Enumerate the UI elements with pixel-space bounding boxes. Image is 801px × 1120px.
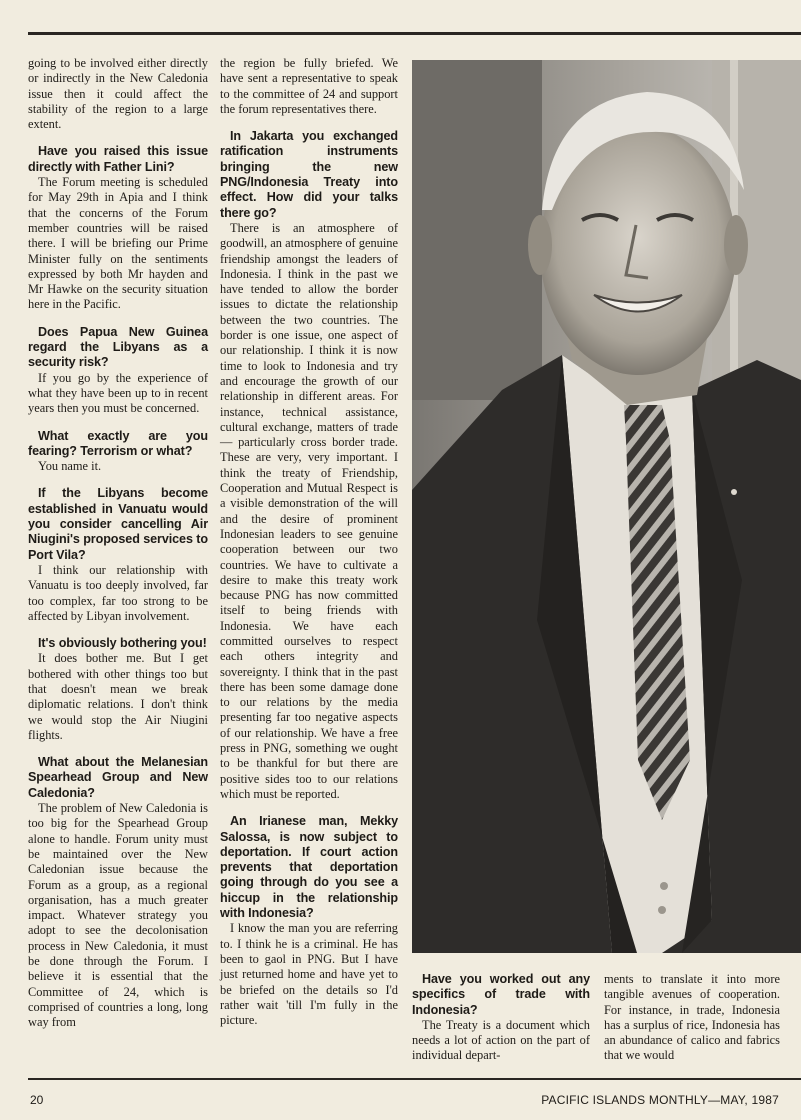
answer: There is an atmosphere of goodwill, an atmosphere of genuine friendship amongst the leaders of Indonesia. I think in the past we have tended to allow the border issues to dictate the relationship between the two countries. The border is one issue, one aspect of our relationship. I think it is now time to look to Indonesia and try and encourage the growth of our relationship in different areas. For instance, technical assistance, cultural exchange, matters of trade — particularly cross border trade. These are very, very important. I think the treaty of Friendship, Cooperation and Mutual Respect is a visible demonstration of the will and the desire of prominent Indonesian leaders to see genuine cooperation between our two countries. We have to cultivate a desire to make this treaty work because PNG has now committed itself to being friends with Indonesia. We have each committed ourselves to respect each others integrity and sovereignty. I think that in the past there has been some damage done to our relations by the media presenting far too negative aspects of our relationship. We have a free press in PNG, something we ought to be thankful for but there are positive sides too to our relations which must be reported. <box>220 220 398 801</box>
question: What about the Melanesian Spearhead Group and New Caledonia? <box>28 755 208 800</box>
portrait-photo <box>412 60 801 953</box>
question: In Jakarta you exchanged ratification instruments bringing the new PNG/Indonesia Treaty into effect. How did your talks there go? <box>220 129 398 220</box>
answer: The problem of New Caledonia is too big for the Spearhead Group alone to handle. Forum unity must be maintained over the New Caledonian issue because the Forum as a group, as a regional organisation, has a much greater impact. Whatever strategy you adopt to see the decolonisation process in New Caledonia, it must be done through the Forum. I believe it is essential that the Committee of 24, which is comprised of countries a long, long way from <box>28 801 208 1030</box>
answer: It does bother me. But I get bothered with other things too but that doesn't mean we break diplomatic relations. I don't think we would stop the Air Niugini flights. <box>28 651 208 742</box>
answer: I think our relationship with Vanuatu is too deeply involved, far too complex, far too strong to be affected by Libyan involvement. <box>28 562 208 623</box>
bottom-rule <box>28 1078 801 1080</box>
column-1 <box>28 56 208 1031</box>
question: Have you raised this issue directly with Father Lini? <box>28 144 208 174</box>
question: If the Libyans become established in Vanuatu would you consider cancelling Air Niugini's proposed services to Port Vila? <box>28 486 208 562</box>
paragraph: going to be involved either directly or indirectly in the New Caledonia issue then it could affect the stability of the region to a large extent. <box>28 56 208 132</box>
column-4 <box>604 972 780 1064</box>
answer: You name it. <box>38 459 102 474</box>
page-number: 20 <box>30 1093 44 1107</box>
paragraph: the region be fully briefed. We have sent a representative to speak to the committee of 24 and support the forum representatives there. <box>220 56 398 116</box>
question: Have you worked out any specifics of trade with Indonesia? <box>412 972 590 1017</box>
question: What exactly are you fearing? Terrorism or what? <box>28 428 208 458</box>
answer: The Treaty is a document which needs a lot of action on the part of individual depart- <box>412 1017 590 1063</box>
top-rule <box>28 32 801 35</box>
portrait-photo-icon <box>412 60 801 953</box>
answer: If you go by the experience of what they have been up to in recent years then you must be concerned. <box>28 370 208 416</box>
answer: The Forum meeting is scheduled for May 29th in Apia and I think that the concerns of the Forum member countries will be raised there. I will be briefing our Prime Minister fully on the sentiments expressed by both Mr hayden and Mr Hawke on the security situation here in the Pacific. <box>28 175 208 312</box>
answer: I know the man you are referring to. I think he is a criminal. He has been to gaol in PNG. But I have just returned home and have yet to be briefed on the details so I'd rather wait 'till I'm fully in the picture. <box>220 921 398 1028</box>
paragraph: ments to translate it into more tangible avenues of cooperation. For instance, in trade, Indonesia has a surplus of rice, Indonesia has an abundance of calico and fabrics that we would <box>604 972 780 1063</box>
column-2 <box>220 56 398 1028</box>
publication-footer: PACIFIC ISLANDS MONTHLY—MAY, 1987 <box>541 1093 779 1107</box>
column-3 <box>412 972 590 1064</box>
question: It's obviously bothering you! <box>38 636 207 651</box>
question: An Irianese man, Mekky Salossa, is now subject to deportation. If court action prevents that deportation going through do you see a hiccup in the relationship with Indonesia? <box>220 814 398 921</box>
question: Does Papua New Guinea regard the Libyans as a security risk? <box>28 324 208 370</box>
